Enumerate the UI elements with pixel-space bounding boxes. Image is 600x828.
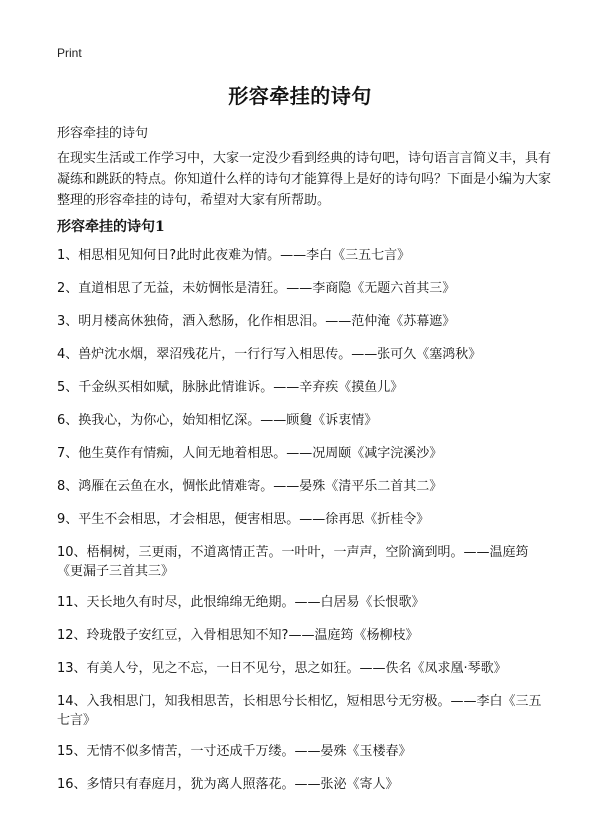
poem-item-7: 7、他生莫作有情痴，人间无地着相思。——况周颐《减字浣溪沙》 — [57, 446, 443, 461]
poem-item-3: 3、明月楼高休独倚，酒入愁肠，化作相思泪。——范仲淹《苏幕遮》 — [57, 314, 456, 329]
poem-item-4: 4、兽炉沈水烟，翠沼残花片，一行行写入相思传。——张可久《塞鸿秋》 — [57, 347, 482, 362]
poem-item-9: 9、平生不会相思，才会相思，便害相思。——徐再思《折桂令》 — [57, 512, 430, 527]
poem-item-2: 2、直道相思了无益，未妨惆怅是清狂。——李商隐《无题六首其三》 — [57, 281, 456, 296]
poem-item-5: 5、千金纵买相如赋，脉脉此情谁诉。——辛弃疾《摸鱼儿》 — [57, 380, 404, 395]
page-title: 形容牵挂的诗句 — [228, 84, 372, 108]
poem-item-8: 8、鸿雁在云鱼在水，惆怅此情难寄。——晏殊《清平乐二首其二》 — [57, 479, 443, 494]
page-subtitle: 形容牵挂的诗句 — [57, 126, 149, 141]
poem-item-13: 13、有美人兮，见之不忘，一日不见兮，思之如狂。——佚名《凤求凰·琴歌》 — [57, 661, 507, 676]
poem-item-6: 6、换我心，为你心，始知相忆深。——顾敻《诉衷情》 — [57, 413, 378, 428]
section-heading: 形容牵挂的诗句1 — [57, 219, 165, 235]
poem-item-14: 14、入我相思门，知我相思苦，长相思兮长相忆，短相思兮无穷极。——李白《三五七言》 — [57, 694, 542, 728]
poem-item-16: 16、多情只有春庭月，犹为离人照落花。——张泌《寄人》 — [57, 777, 399, 792]
poem-item-10: 10、梧桐树，三更雨，不道离情正苦。一叶叶，一声声，空阶滴到明。——温庭筠《更漏子三首其三》 — [57, 545, 529, 579]
poem-item-15: 15、无情不似多情苦，一寸还成千万缕。——晏殊《玉楼春》 — [57, 744, 412, 759]
intro-paragraph: 在现实生活或工作学习中，大家一定没少看到经典的诗句吧，诗句语言言简义丰，具有凝练和跳跃的特点。你知道什么样的诗句才能算得上是好的诗句吗？下面是小编为大家整理的形容牵挂的诗句，希望对大家有所帮助。 — [57, 151, 552, 208]
poem-item-11: 11、天长地久有时尽，此恨绵绵无绝期。——白居易《长恨歌》 — [57, 595, 425, 610]
print-label: Print — [57, 46, 82, 60]
poem-list — [57, 246, 552, 808]
poem-item-12: 12、玲珑骰子安红豆，入骨相思知不知?——温庭筠《杨柳枝》 — [57, 628, 419, 643]
poem-item-1: 1、相思相见知何日?此时此夜难为情。——李白《三五七言》 — [57, 248, 411, 263]
